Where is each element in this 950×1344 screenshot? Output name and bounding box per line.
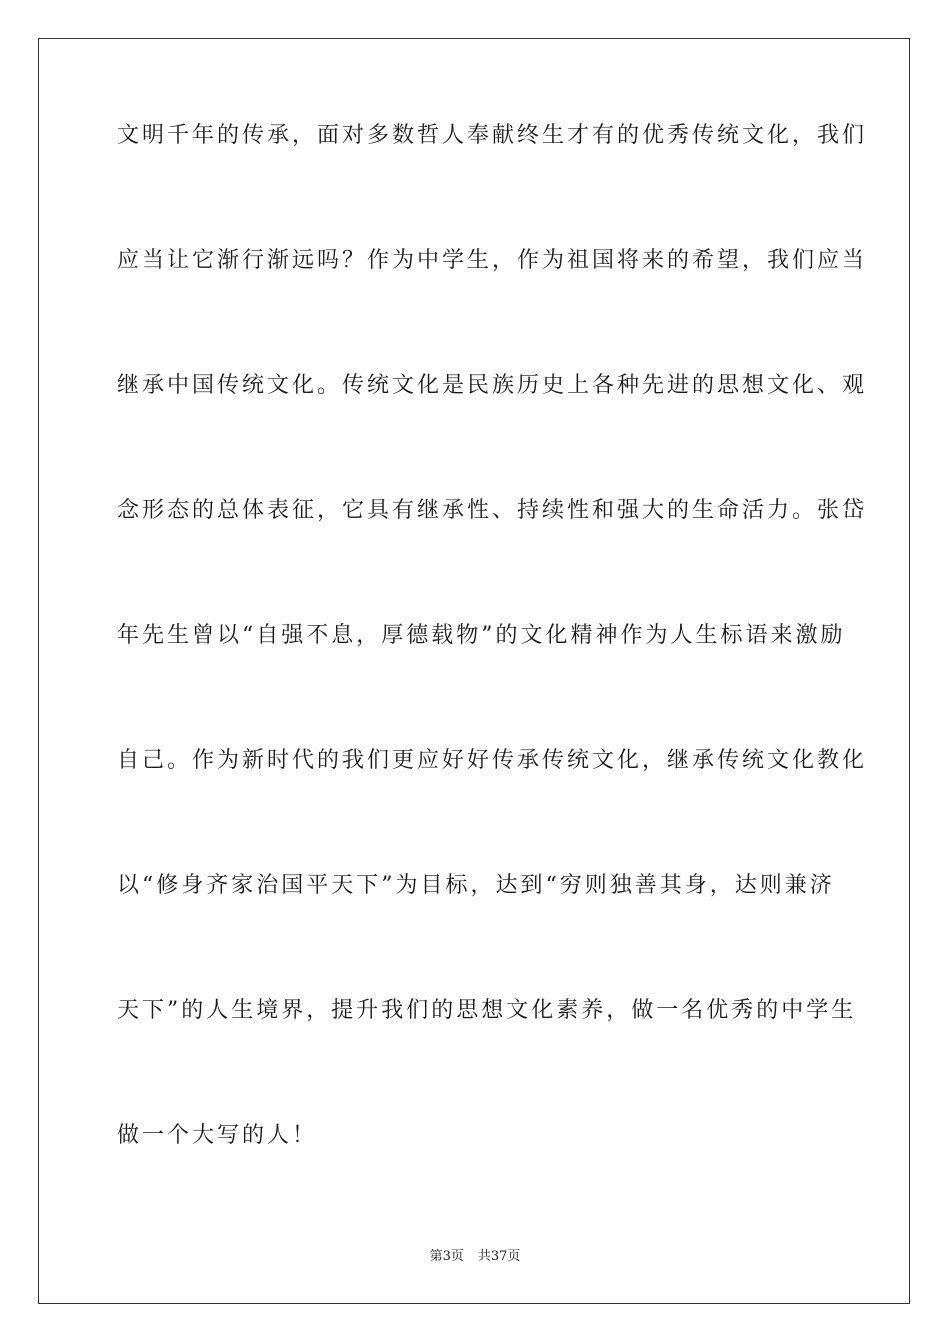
body-line-2: 应当让它渐行渐远吗？作为中学生，作为祖国将来的希望，我们应当	[117, 248, 868, 273]
body-line-5: 年先生曾以“自强不息，厚德载物”的文化精神作为人生标语来激励	[117, 623, 846, 648]
body-line-3: 继承中国传统文化。传统文化是民族历史上各种先进的思想文化、观	[117, 373, 868, 398]
body-line-6: 自己。作为新时代的我们更应好好传承传统文化，继承传统文化教化	[117, 748, 868, 773]
page-footer	[0, 1249, 950, 1265]
body-line-7: 以“修身齐家治国平天下”为目标，达到“穷则独善其身，达则兼济	[117, 873, 835, 898]
body-line-8: 天下”的人生境界，提升我们的思想文化素养，做一名优秀的中学生	[117, 998, 857, 1023]
body-line-1: 文明千年的传承，面对多数哲人奉献终生才有的优秀传统文化，我们	[117, 123, 868, 148]
body-line-4: 念形态的总体表征，它具有继承性、持续性和强大的生命活力。张岱	[117, 498, 868, 523]
total-pages: 共37页	[477, 1249, 521, 1264]
document-body	[117, 123, 868, 1148]
body-line-9: 做一个大写的人！	[117, 1123, 318, 1148]
page-number: 第3页	[429, 1249, 464, 1264]
